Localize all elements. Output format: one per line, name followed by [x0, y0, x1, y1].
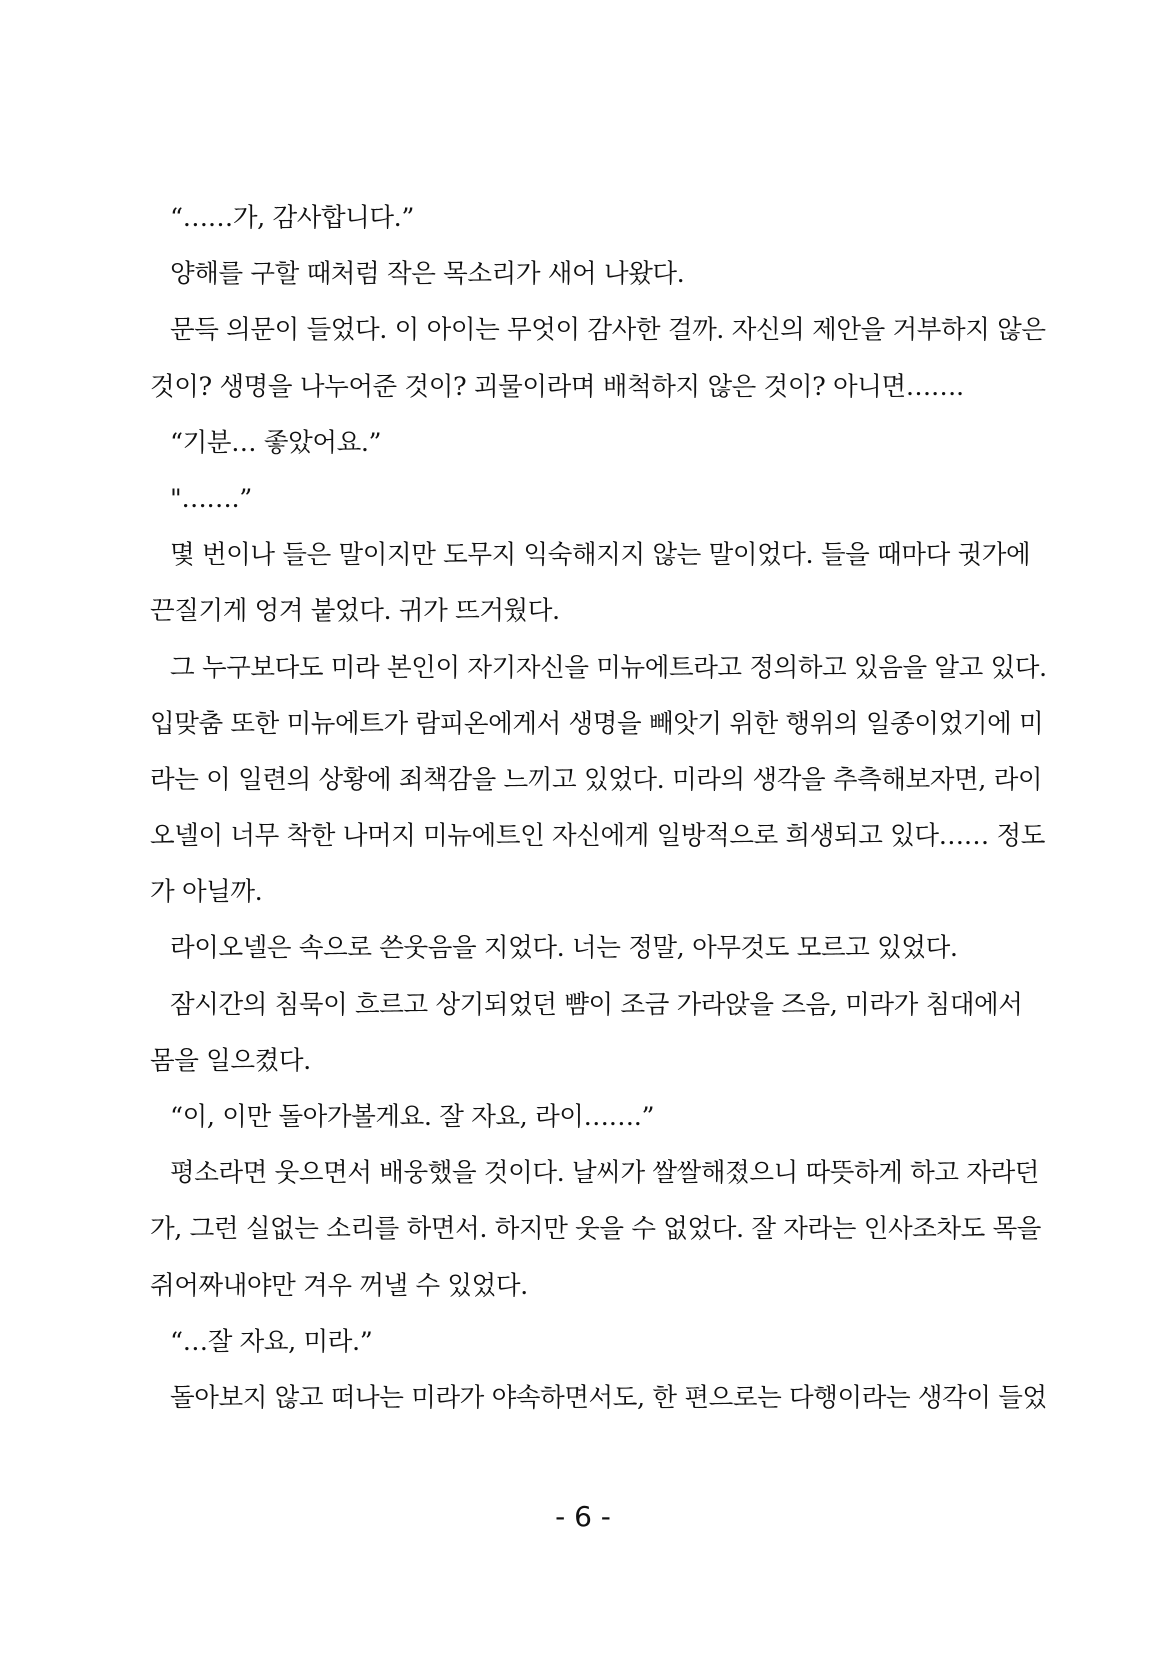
text-line: 가, 그런 실없는 소리를 하면서. 하지만 웃을 수 없었다. 잘 자라는 인사조차도 목을	[150, 1214, 1042, 1245]
text-line: 오넬이 너무 착한 나머지 미뉴에트인 자신에게 일방적으로 희생되고 있다…… 정도	[150, 821, 1046, 852]
text-line: 라이오넬은 속으로 쓴웃음을 지었다. 너는 정말, 아무것도 모르고 있었다.	[170, 933, 958, 964]
text-line: 잠시간의 침묵이 흐르고 상기되었던 뺨이 조금 가라앉을 즈음, 미라가 침대에서	[170, 989, 1023, 1020]
text-line: 쥐어짜내야만 겨우 꺼낼 수 있었다.	[150, 1270, 528, 1301]
text-line: 문득 의문이 들었다. 이 아이는 무엇이 감사한 걸까. 자신의 제안을 거부하지 않은	[170, 315, 1046, 346]
text-line: “…잘 자요, 미라.”	[170, 1326, 373, 1357]
text-line: 끈질기게 엉겨 붙었다. 귀가 뜨거웠다.	[150, 596, 560, 627]
text-line: "…….”	[170, 483, 252, 514]
text-line: 돌아보지 않고 떠나는 미라가 야속하면서도, 한 편으로는 다행이라는 생각이 들었	[170, 1382, 1047, 1413]
text-line: 양해를 구할 때처럼 작은 목소리가 새어 나왔다.	[170, 259, 685, 290]
text-line: 몇 번이나 들은 말이지만 도무지 익숙해지지 않는 말이었다. 들을 때마다 귓가에	[170, 540, 1031, 571]
text-line: “이, 이만 돌아가볼게요. 잘 자요, 라이…….”	[170, 1102, 655, 1132]
page-number: - 6 -	[555, 1500, 611, 1533]
text-line: 평소라면 웃으면서 배웅했을 것이다. 날씨가 쌀쌀해졌으니 따뜻하게 하고 자라던	[170, 1158, 1040, 1189]
body-text	[150, 190, 1047, 1426]
text-line: 입맞춤 또한 미뉴에트가 람피온에게서 생명을 빼앗기 위한 행위의 일종이었기에 미	[150, 708, 1044, 739]
text-line: 라는 이 일련의 상황에 죄책감을 느끼고 있었다. 미라의 생각을 추측해보자면, 라이	[150, 764, 1043, 795]
text-line: “기분… 좋았어요.”	[170, 427, 382, 458]
text-line: “……가, 감사합니다.”	[170, 203, 414, 233]
text-line: 그 누구보다도 미라 본인이 자기자신을 미뉴에트라고 정의하고 있음을 알고 있다.	[170, 652, 1047, 683]
text-line: 가 아닐까.	[150, 877, 263, 908]
text-line: 몸을 일으켰다.	[150, 1045, 311, 1076]
text-line: 것이? 생명을 나누어준 것이? 괴물이라며 배척하지 않은 것이? 아니면…….	[150, 371, 964, 402]
